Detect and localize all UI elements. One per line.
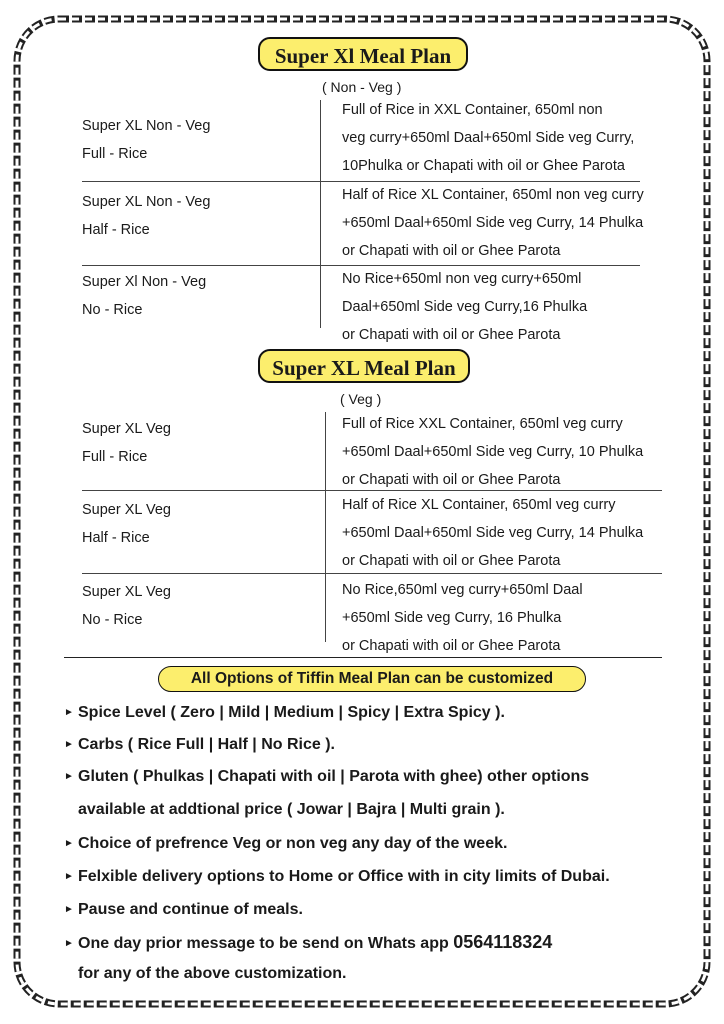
triangle-bullet-icon: ► bbox=[64, 838, 74, 849]
desc-line: +650ml Daal+650ml Side veg Curry, 14 Phulka bbox=[342, 525, 644, 541]
desc-line: Full of Rice in XXL Container, 650ml non bbox=[342, 102, 603, 118]
list-item bbox=[64, 894, 303, 926]
bullet-text: Pause and continue of meals. bbox=[78, 901, 303, 918]
triangle-bullet-icon: ► bbox=[64, 904, 74, 915]
list-item bbox=[64, 861, 610, 893]
bullet-text: Carbs ( Rice Full | Half | No Rice ). bbox=[78, 736, 335, 753]
rice-option: Half - Rice bbox=[82, 530, 150, 546]
desc-line: Half of Rice XL Container, 650ml non veg curry bbox=[342, 187, 644, 203]
desc-line: +650ml Daal+650ml Side veg Curry, 10 Phulka bbox=[342, 444, 644, 460]
rice-option: No - Rice bbox=[82, 612, 143, 628]
veg-row-description bbox=[342, 491, 712, 575]
bullet-text: Spice Level ( Zero | Mild | Medium | Spicy | Extra Spicy ). bbox=[78, 704, 505, 721]
desc-line: or Chapati with oil or Ghee Parota bbox=[342, 638, 561, 654]
rice-option: Full - Rice bbox=[82, 449, 148, 465]
bullet-text: Gluten ( Phulkas | Chapati with oil | Parota with ghee) other options bbox=[78, 768, 590, 785]
desc-line: Half of Rice XL Container, 650ml veg curry bbox=[342, 497, 616, 513]
nonveg-subtitle: ( Non - Veg ) bbox=[322, 79, 402, 95]
desc-line: Daal+650ml Side veg Curry,16 Phulka bbox=[342, 299, 588, 315]
veg-row-label bbox=[82, 496, 171, 552]
desc-line: No Rice,650ml veg curry+650ml Daal bbox=[342, 582, 583, 598]
desc-line: +650ml Daal+650ml Side veg Curry, 14 Phulka bbox=[342, 215, 644, 231]
desc-line: 10Phulka or Chapati with oil or Ghee Parota bbox=[342, 158, 625, 174]
plan-name: Super XL Veg bbox=[82, 502, 171, 518]
list-item bbox=[64, 926, 552, 960]
nonveg-column-divider bbox=[320, 100, 321, 328]
customize-banner: All Options of Tiffin Meal Plan can be customized bbox=[158, 666, 586, 692]
desc-line: No Rice+650ml non veg curry+650ml bbox=[342, 271, 582, 287]
nonveg-row-label bbox=[82, 112, 210, 168]
section-divider bbox=[64, 657, 662, 658]
veg-plan-title: Super XL Meal Plan bbox=[258, 349, 470, 383]
bullet-text: One day prior message to be send on Whats app bbox=[78, 935, 449, 952]
nonveg-row-label bbox=[82, 188, 210, 244]
desc-line: or Chapati with oil or Ghee Parota bbox=[342, 327, 561, 343]
list-item bbox=[64, 828, 507, 860]
triangle-bullet-icon: ► bbox=[64, 771, 74, 782]
desc-line: +650ml Side veg Curry, 16 Phulka bbox=[342, 610, 562, 626]
desc-line: Full of Rice XXL Container, 650ml veg curry bbox=[342, 416, 623, 432]
nonveg-row-description bbox=[342, 96, 712, 180]
whatsapp-number: 0564118324 bbox=[453, 932, 553, 952]
veg-row-label bbox=[82, 578, 171, 634]
list-item bbox=[64, 729, 335, 761]
triangle-bullet-icon: ► bbox=[64, 871, 74, 882]
desc-line: or Chapati with oil or Ghee Parota bbox=[342, 472, 561, 488]
desc-line: or Chapati with oil or Ghee Parota bbox=[342, 243, 561, 259]
list-item-continued: for any of the above customization. bbox=[78, 965, 347, 982]
veg-subtitle: ( Veg ) bbox=[340, 391, 382, 407]
rice-option: Full - Rice bbox=[82, 146, 148, 162]
nonveg-row-label bbox=[82, 268, 206, 324]
rice-option: No - Rice bbox=[82, 302, 143, 318]
veg-row-label bbox=[82, 415, 171, 471]
desc-line: veg curry+650ml Daal+650ml Side veg Curry, bbox=[342, 130, 635, 146]
bullet-text: Choice of prefrence Veg or non veg any day of the week. bbox=[78, 835, 508, 852]
list-item-continued: available at addtional price ( Jowar | Bajra | Multi grain ). bbox=[78, 801, 505, 818]
plan-name: Super Xl Non - Veg bbox=[82, 274, 207, 290]
list-item bbox=[64, 697, 505, 729]
nonveg-row-description bbox=[342, 265, 712, 349]
veg-row-description bbox=[342, 410, 712, 494]
triangle-bullet-icon: ► bbox=[64, 938, 74, 949]
list-item bbox=[64, 761, 589, 793]
rice-option: Half - Rice bbox=[82, 222, 150, 238]
nonveg-plan-title: Super Xl Meal Plan bbox=[258, 37, 468, 71]
triangle-bullet-icon: ► bbox=[64, 739, 74, 750]
plan-name: Super XL Non - Veg bbox=[82, 194, 211, 210]
triangle-bullet-icon: ► bbox=[64, 707, 74, 718]
plan-name: Super XL Non - Veg bbox=[82, 118, 211, 134]
veg-row-description bbox=[342, 576, 712, 660]
veg-column-divider bbox=[325, 412, 326, 642]
plan-name: Super XL Veg bbox=[82, 584, 171, 600]
nonveg-row-description bbox=[342, 181, 712, 265]
plan-name: Super XL Veg bbox=[82, 421, 171, 437]
bullet-text: Felxible delivery options to Home or Office with in city limits of Dubai. bbox=[78, 868, 610, 885]
desc-line: or Chapati with oil or Ghee Parota bbox=[342, 553, 561, 569]
